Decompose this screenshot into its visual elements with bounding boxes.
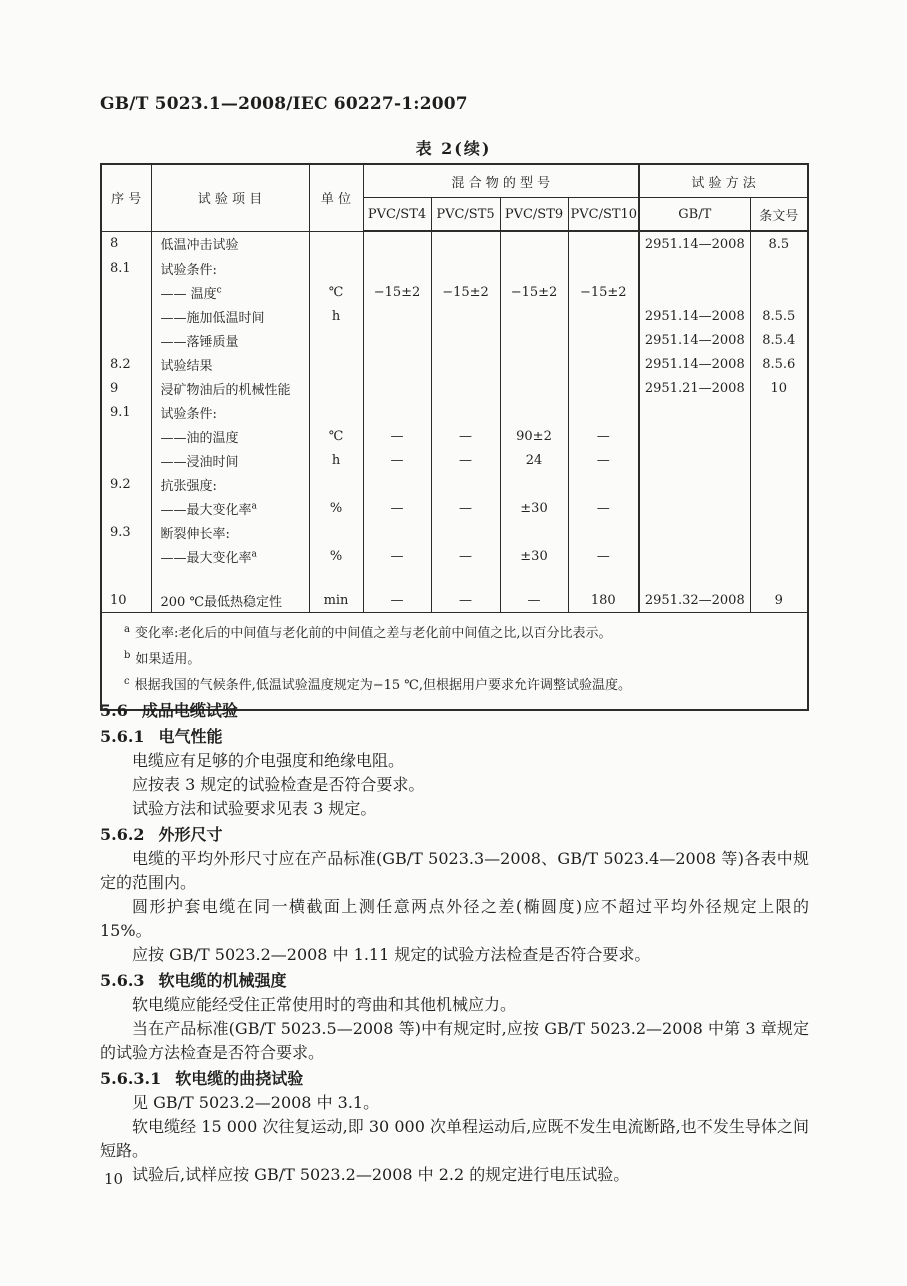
table-cell: — — [363, 544, 431, 568]
table-cell: 9 — [750, 588, 808, 613]
table-cell: ——落锤质量 — [151, 328, 309, 352]
table-row — [101, 588, 808, 613]
table-cell — [101, 424, 151, 448]
section-heading — [100, 823, 809, 847]
paragraph: 圆形护套电缆在同一横截面上测任意两点外径之差(椭圆度)应不超过平均外径规定上限的 15%。 — [100, 897, 809, 940]
table-cell — [500, 304, 568, 328]
table-cell: — — [568, 496, 639, 520]
table-cell — [568, 304, 639, 328]
table-cell — [151, 568, 309, 588]
table-cell: 180 — [568, 588, 639, 613]
table-cell — [363, 376, 431, 400]
table-cell — [309, 328, 363, 352]
table-cell — [750, 400, 808, 424]
section-title: 软电缆的曲挠试验 — [175, 1069, 304, 1088]
table-row — [101, 256, 808, 280]
table-cell: 9 — [101, 376, 151, 400]
table-cell — [750, 256, 808, 280]
table-cell: ℃ — [309, 424, 363, 448]
paragraph: 应按 GB/T 5023.2—2008 中 1.11 规定的试验方法检查是否符合要求。 — [132, 945, 651, 964]
table-cell — [750, 424, 808, 448]
table-cell: — — [431, 544, 500, 568]
table-cell: 2951.14—2008 — [639, 304, 750, 328]
paragraph: 应按表 3 规定的试验检查是否符合要求。 — [132, 775, 425, 794]
table-cell: −15±2 — [568, 280, 639, 304]
table-cell: — — [431, 448, 500, 472]
table-cell: 8.5 — [750, 231, 808, 256]
table-cell — [750, 496, 808, 520]
table-cell — [309, 520, 363, 544]
col-header-test-item: 试 验 项 目 — [151, 164, 309, 231]
table-row — [101, 496, 808, 520]
table-cell — [431, 568, 500, 588]
section-heading — [100, 1067, 809, 1091]
table-cell — [309, 231, 363, 256]
table-row — [101, 328, 808, 352]
table-cell: — — [363, 588, 431, 613]
table-cell — [431, 400, 500, 424]
table-cell: 9.2 — [101, 472, 151, 496]
table-cell: 10 — [101, 588, 151, 613]
table-cell — [750, 280, 808, 304]
table-cell: — — [363, 496, 431, 520]
table-cell: 8.5.6 — [750, 352, 808, 376]
table-cell: — — [568, 448, 639, 472]
table-cell: −15±2 — [363, 280, 431, 304]
table-cell: — — [431, 496, 500, 520]
test-methods-table — [100, 163, 809, 711]
table-cell: 9.1 — [101, 400, 151, 424]
table-cell: ——浸油时间 — [151, 448, 309, 472]
table-cell — [309, 352, 363, 376]
section-heading — [100, 969, 809, 993]
table-footnote: $^b$ 如果适用。 — [124, 649, 201, 667]
table-cell — [431, 256, 500, 280]
table-cell — [363, 520, 431, 544]
table-cell — [750, 448, 808, 472]
col-group-test-method: 试 验 方 法 — [639, 164, 808, 198]
table-row — [101, 280, 808, 304]
col-header-pvc-st10: PVC/ST10 — [568, 198, 639, 232]
col-header-pvc-st4: PVC/ST4 — [363, 198, 431, 232]
table-cell — [101, 280, 151, 304]
table-cell: 200 ℃最低热稳定性 — [151, 588, 309, 613]
col-group-mixture-type: 混 合 物 的 型 号 — [363, 164, 639, 198]
table-cell: h — [309, 448, 363, 472]
section-heading — [100, 725, 809, 749]
table-cell: 抗张强度: — [151, 472, 309, 496]
table-cell — [431, 520, 500, 544]
table-cell: 2951.14—2008 — [639, 352, 750, 376]
table-cell: 24 — [500, 448, 568, 472]
table-cell — [309, 256, 363, 280]
paragraph: 电缆应有足够的介电强度和绝缘电阻。 — [132, 751, 405, 770]
section-title: 外形尺寸 — [158, 825, 223, 844]
page-number: 10 — [104, 1170, 124, 1188]
table-footnote: $^c$ 根据我国的气候条件,低温试验温度规定为−15 ℃,但根据用户要求允许调整试验温度。 — [124, 675, 631, 693]
col-header-clause-no: 条文号 — [750, 198, 808, 232]
table-cell: ——最大变化率$^a$ — [151, 496, 309, 520]
table-cell: — — [568, 424, 639, 448]
table-cell — [639, 496, 750, 520]
footnote-ref: a — [251, 501, 257, 512]
table-cell — [363, 256, 431, 280]
paragraph: 电缆的平均外形尺寸应在产品标准(GB/T 5023.3—2008、GB/T 5023.4—2008 等)各表中规定的范围内。 — [100, 849, 809, 892]
table-header — [101, 164, 808, 231]
table-cell: 试验结果 — [151, 352, 309, 376]
table-cell — [639, 520, 750, 544]
paragraph: 试验方法和试验要求见表 3 规定。 — [132, 799, 377, 818]
table-cell — [101, 496, 151, 520]
table-cell: 10 — [750, 376, 808, 400]
table-cell — [568, 256, 639, 280]
table-cell: — — [363, 424, 431, 448]
col-header-unit: 单 位 — [309, 164, 363, 231]
table-cell — [639, 448, 750, 472]
table-cell — [363, 352, 431, 376]
table-cell: min — [309, 588, 363, 613]
table-cell — [750, 544, 808, 568]
table-cell — [750, 520, 808, 544]
table-title: 表 2(续) — [415, 139, 492, 158]
table-cell — [431, 304, 500, 328]
table-row — [101, 400, 808, 424]
table-cell: 8.2 — [101, 352, 151, 376]
table-cell — [101, 544, 151, 568]
table-cell — [363, 472, 431, 496]
table-cell: 90±2 — [500, 424, 568, 448]
table-cell: 8.5.5 — [750, 304, 808, 328]
table-cell — [431, 472, 500, 496]
section-title: 软电缆的机械强度 — [158, 971, 287, 990]
table-row — [101, 472, 808, 496]
table-cell — [309, 400, 363, 424]
table-cell: — — [431, 588, 500, 613]
table-row — [101, 304, 808, 328]
table-row — [101, 231, 808, 256]
table-cell: 试验条件: — [151, 400, 309, 424]
table-cell — [101, 328, 151, 352]
table-cell — [500, 400, 568, 424]
table-cell — [568, 568, 639, 588]
table-cell — [639, 568, 750, 588]
table-cell: — — [363, 448, 431, 472]
table-cell: % — [309, 496, 363, 520]
section-title: 成品电缆试验 — [141, 701, 238, 720]
table-footnotes — [101, 613, 808, 711]
table-cell: 8.5.4 — [750, 328, 808, 352]
table-cell: ±30 — [500, 544, 568, 568]
section-number: 5.6.2 — [100, 825, 145, 844]
table-cell: ——施加低温时间 — [151, 304, 309, 328]
table-cell — [568, 400, 639, 424]
table-cell — [309, 376, 363, 400]
table-cell — [309, 568, 363, 588]
table-cell — [363, 328, 431, 352]
table-cell — [101, 448, 151, 472]
table-cell — [101, 568, 151, 588]
footnote-ref: a — [251, 549, 257, 560]
table-cell: % — [309, 544, 363, 568]
table-cell: — — [431, 424, 500, 448]
section-heading — [100, 699, 809, 723]
table-cell — [500, 520, 568, 544]
table-cell: 2951.32—2008 — [639, 588, 750, 613]
table-cell — [431, 328, 500, 352]
section-number: 5.6.1 — [100, 727, 145, 746]
table-cell — [639, 472, 750, 496]
table-cell — [639, 400, 750, 424]
table-cell: 9.3 — [101, 520, 151, 544]
table-cell — [101, 304, 151, 328]
table-cell — [431, 376, 500, 400]
section-number: 5.6 — [100, 701, 128, 720]
table-cell — [568, 472, 639, 496]
table-cell — [750, 568, 808, 588]
table-cell: ℃ — [309, 280, 363, 304]
footnote-mark: a — [124, 623, 130, 635]
table-cell — [431, 352, 500, 376]
table-cell — [568, 231, 639, 256]
table-cell: 2951.14—2008 — [639, 328, 750, 352]
standard-number-header: GB/T 5023.1—2008/IEC 60227-1:2007 — [100, 94, 468, 114]
section-number: 5.6.3 — [100, 971, 145, 990]
col-header-pvc-st5: PVC/ST5 — [431, 198, 500, 232]
table-cell: 断裂伸长率: — [151, 520, 309, 544]
col-header-gbt: GB/T — [639, 198, 750, 232]
table-cell — [500, 231, 568, 256]
table-cell — [431, 231, 500, 256]
body-sections — [100, 697, 809, 1187]
section-number: 5.6.3.1 — [100, 1069, 162, 1088]
table-cell — [568, 520, 639, 544]
table-cell — [639, 256, 750, 280]
table-cell — [500, 376, 568, 400]
table-cell — [309, 472, 363, 496]
table-cell: — — [568, 544, 639, 568]
table-row — [101, 448, 808, 472]
section-title: 电气性能 — [158, 727, 223, 746]
col-header-seq-no: 序 号 — [101, 164, 151, 231]
table-footnote: $^a$ 变化率:老化后的中间值与老化前的中间值之差与老化前中间值之比,以百分比表示。 — [124, 623, 612, 641]
table-cell — [568, 328, 639, 352]
table-row — [101, 520, 808, 544]
table-body — [101, 231, 808, 613]
paragraph: 软电缆经 15 000 次往复运动,即 30 000 次单程运动后,应既不发生电流断路,也不发生导体之间短路。 — [100, 1117, 809, 1160]
table-cell: 浸矿物油后的机械性能 — [151, 376, 309, 400]
table-cell: ±30 — [500, 496, 568, 520]
table-cell — [363, 568, 431, 588]
table-cell: −15±2 — [500, 280, 568, 304]
table-cell: h — [309, 304, 363, 328]
table-cell: ——最大变化率$^a$ — [151, 544, 309, 568]
table-cell: ——油的温度 — [151, 424, 309, 448]
table-cell: 2951.21—2008 — [639, 376, 750, 400]
table-cell: —— 温度$^c$ — [151, 280, 309, 304]
table-cell — [639, 544, 750, 568]
table-cell — [500, 472, 568, 496]
table-row — [101, 376, 808, 400]
table-cell: −15±2 — [431, 280, 500, 304]
footnote-mark: c — [124, 675, 130, 687]
table-cell — [363, 304, 431, 328]
table-cell — [363, 231, 431, 256]
table-cell — [568, 352, 639, 376]
footnote-mark: b — [124, 649, 131, 661]
table-row — [101, 352, 808, 376]
table-cell — [363, 400, 431, 424]
paragraph: 试验后,试样应按 GB/T 5023.2—2008 中 2.2 的规定进行电压试验。 — [132, 1165, 630, 1184]
table-row — [101, 568, 808, 588]
table-cell — [500, 328, 568, 352]
table-cell: — — [500, 588, 568, 613]
table-cell: 2951.14—2008 — [639, 231, 750, 256]
table-cell: 8.1 — [101, 256, 151, 280]
table-cell — [500, 568, 568, 588]
paragraph: 见 GB/T 5023.2—2008 中 3.1。 — [132, 1093, 380, 1112]
table-cell — [568, 376, 639, 400]
footnote-ref: c — [216, 285, 222, 296]
paragraph: 软电缆应能经受住正常使用时的弯曲和其他机械应力。 — [132, 995, 517, 1014]
table-cell — [639, 280, 750, 304]
table-row — [101, 544, 808, 568]
table-cell — [500, 256, 568, 280]
table-cell: 低温冲击试验 — [151, 231, 309, 256]
table-cell — [639, 424, 750, 448]
table-cell: 8 — [101, 231, 151, 256]
table-cell — [500, 352, 568, 376]
table-cell — [750, 472, 808, 496]
table-row — [101, 424, 808, 448]
table-cell: 试验条件: — [151, 256, 309, 280]
paragraph: 当在产品标准(GB/T 5023.5—2008 等)中有规定时,应按 GB/T 5023.2—2008 中第 3 章规定的试验方法检查是否符合要求。 — [100, 1019, 809, 1062]
col-header-pvc-st9: PVC/ST9 — [500, 198, 568, 232]
